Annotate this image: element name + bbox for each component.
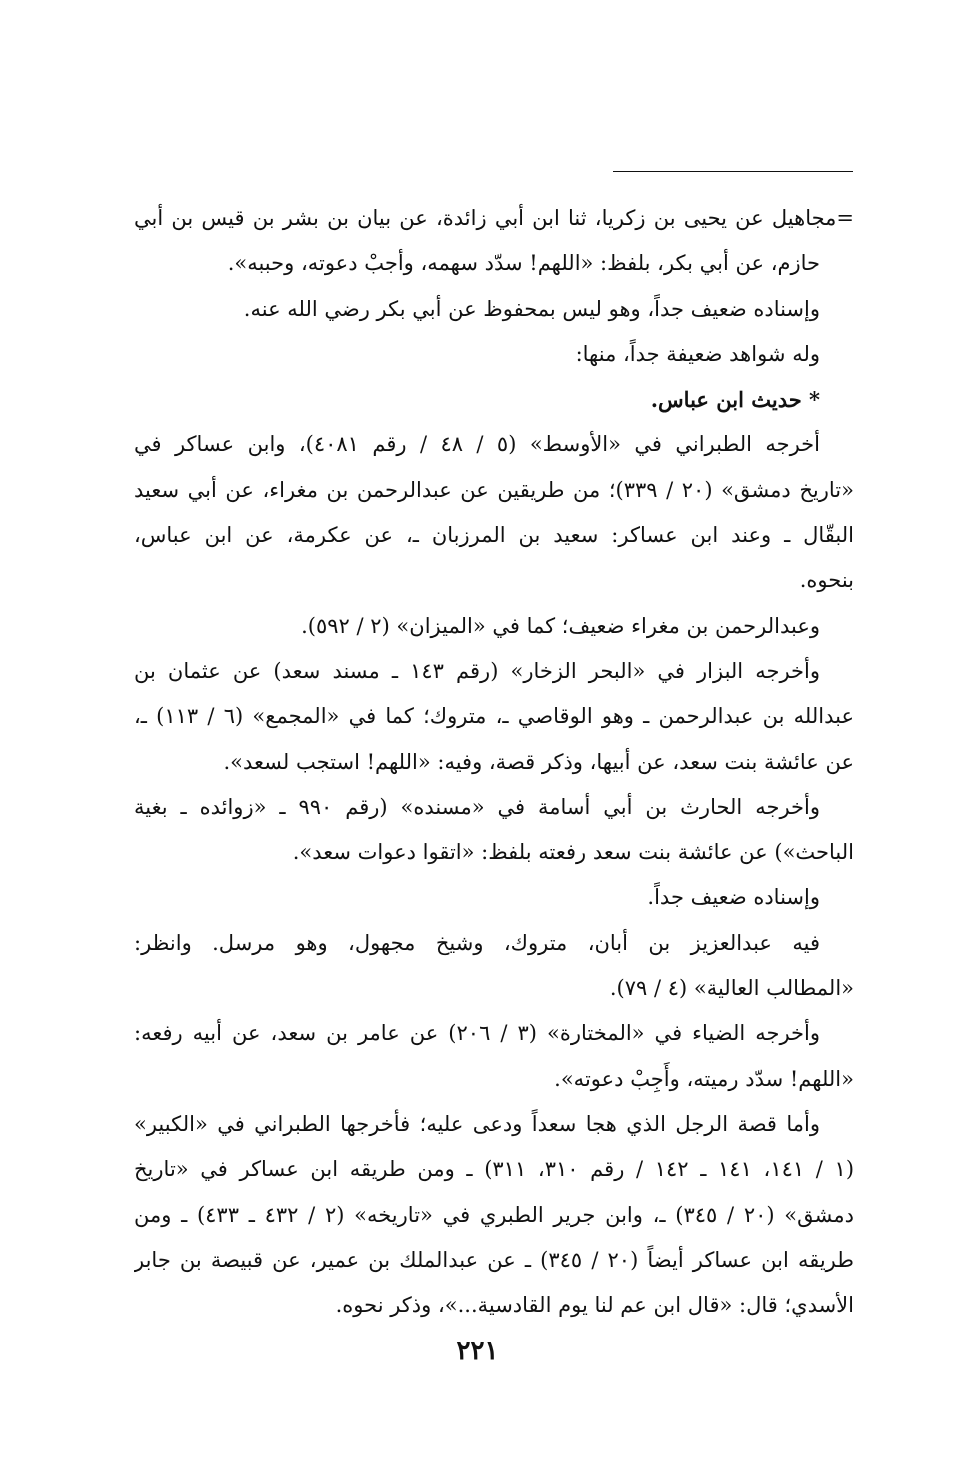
footnote-separator-rule <box>613 171 853 172</box>
text-line: وأما قصة الرجل الذي هجا سعداً ودعى عليه؛ فأخرجها الطبراني في «الكبير» <box>134 1111 820 1136</box>
text-line: «اللهم! سدّد رميته، وأَجِبْ دعوته». <box>554 1066 854 1091</box>
text-line: البقّال ـ وعند ابن عساكر: سعيد بن المرزبان ـ، عن عكرمة، عن ابن عباس، <box>134 523 854 548</box>
text-line: عن عائشة بنت سعد، عن أبيها، وذكر قصة، وفيه: «اللهم! استجب لسعد». <box>223 749 854 774</box>
text-line: فيه عبدالعزيز بن أبان، متروك، وشيخ مجهول، وهو مرسل. وانظر: <box>134 930 820 955</box>
text-line: وأخرجه الحارث بن أبي أسامة في «مسنده» (رقم ٩٩٠ ـ «زوائده ـ بغية <box>134 794 820 819</box>
text-line: الباحث») عن عائشة بنت سعد رفعته بلفظ: «اتقوا دعوات سعد». <box>292 840 854 865</box>
section-heading: * حديث ابن عباس. <box>650 387 820 413</box>
text-line: «تاريخ دمشق» (٢٠ / ٣٣٩)؛ من طريقين عن عبدالرحمن بن مغراء، عن أبي سعيد <box>134 477 854 502</box>
text-line: أخرجه الطبراني في «الأوسط» (٥ / ٤٨ / رقم ٤٠٨١)، وابن عساكر في <box>134 432 820 457</box>
text-line: طريقه ابن عساكر أيضاً (٢٠ / ٣٤٥) ـ عن عبدالملك بن عمير، عن قبيصة بن جابر <box>134 1247 854 1272</box>
text-line: (١ / ١٤١، ١٤١ ـ ١٤٢ / رقم ٣١٠، ٣١١) ـ ومن طريقه ابن عساكر في «تاريخ <box>134 1157 854 1182</box>
text-line: وعبدالرحمن بن مغراء ضعيف؛ كما في «الميزان» (٢ / ٥٩٢). <box>301 613 820 638</box>
text-line: عبدالله بن عبدالرحمن ـ وهو الوقاصي ـ، متروك؛ كما في «المجمع» (٦ / ١١٣) ـ، <box>134 704 854 729</box>
footnote-text-block <box>134 196 854 1328</box>
text-line: =مجاهيل عن يحيى بن زكريا، ثنا ابن أبي زائدة، عن بيان بن بشر بن قيس بن أبي <box>134 206 854 230</box>
text-line: دمشق» (٢٠ / ٣٤٥) ـ، وابن جرير الطبري في «تاريخه» (٢ / ٤٣٢ ـ ٤٣٣) ـ ومن <box>134 1202 854 1227</box>
text-line: «المطالب العالية» (٤ / ٧٩). <box>609 976 854 1001</box>
text-line: وإسناده ضعيف جداً. <box>647 885 820 910</box>
text-line: وأخرجه البزار في «البحر الزخار» (رقم ١٤٣ ـ مسند سعد) عن عثمان بن <box>134 658 820 683</box>
text-line: وله شواهد ضعيفة جداً، منها: <box>575 341 820 366</box>
page-number: ٢٢١ <box>456 1336 499 1366</box>
text-line: الأسدي؛ قال: «قال ابن عم لنا يوم القادسية...»، وذكر نحوه. <box>335 1293 854 1318</box>
text-line: بنحوه. <box>799 568 854 593</box>
text-line: حازم، عن أبي بكر، بلفظ: «اللهم! سدّد سهمه، وأجبْ دعوته، وحببه». <box>227 251 820 276</box>
text-line: وإسناده ضعيف جداً، وهو ليس بمحفوظ عن أبي بكر رضي الله عنه. <box>243 296 820 321</box>
text-line: وأخرجه الضياء في «المختارة» (٣ / ٢٠٦) عن عامر بن سعد، عن أبيه رفعه: <box>134 1021 821 1046</box>
